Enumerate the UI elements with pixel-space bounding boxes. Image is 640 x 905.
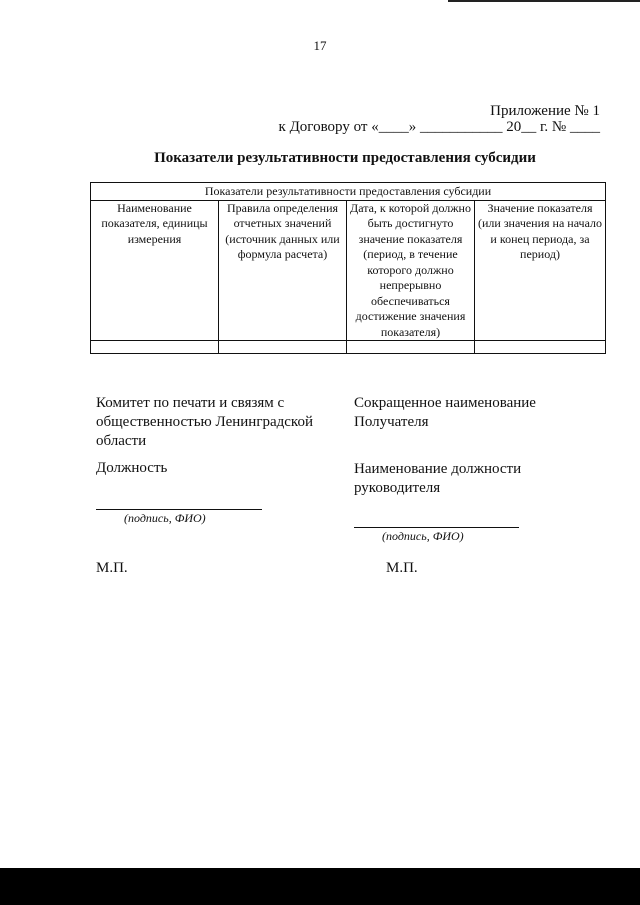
column-target-date: Дата, к которой должно быть достигнуто значение показателя (период, в течение которого должно непрерывно обеспечиваться достижение значения показателя) <box>347 200 475 341</box>
right-stamp-place: М.П. <box>386 560 418 576</box>
right-signature-line <box>354 527 519 528</box>
scan-bottom-bar <box>0 868 640 905</box>
left-position: Должность <box>96 460 168 476</box>
table-cell <box>475 341 606 354</box>
table-row <box>91 341 606 354</box>
left-signature-line <box>96 509 262 510</box>
indicators-table <box>90 182 606 354</box>
table-cell <box>347 341 475 354</box>
table-header: Показатели результативности предоставления субсидии <box>91 183 606 201</box>
contract-reference: к Договору от «____» ___________ 20__ г. № ____ <box>278 119 600 135</box>
table-columns-row <box>91 200 606 341</box>
table-header-row <box>91 183 606 201</box>
document-title: Показатели результативности предоставления субсидии <box>154 150 536 166</box>
page-number: 17 <box>313 38 327 53</box>
scan-edge-line <box>448 0 640 2</box>
right-signature-hint: (подпись, ФИО) <box>382 529 464 543</box>
column-indicator-name: Наименование показателя, единицы измерения <box>91 200 219 341</box>
column-indicator-value: Значение показателя (или значения на начало и конец периода, за период) <box>475 200 606 341</box>
right-organization: Сокращенное наименование Получателя <box>354 395 536 430</box>
left-stamp-place: М.П. <box>96 560 128 576</box>
table-cell <box>219 341 347 354</box>
left-organization: Комитет по печати и связям с общественностью Ленинградской области <box>96 395 313 449</box>
appendix-label: Приложение № 1 <box>490 103 600 119</box>
column-calc-rules: Правила определения отчетных значений (источник данных или формула расчета) <box>219 200 347 341</box>
right-position: Наименование должности руководителя <box>354 461 522 496</box>
left-signature-hint: (подпись, ФИО) <box>124 511 206 525</box>
table-cell <box>91 341 219 354</box>
